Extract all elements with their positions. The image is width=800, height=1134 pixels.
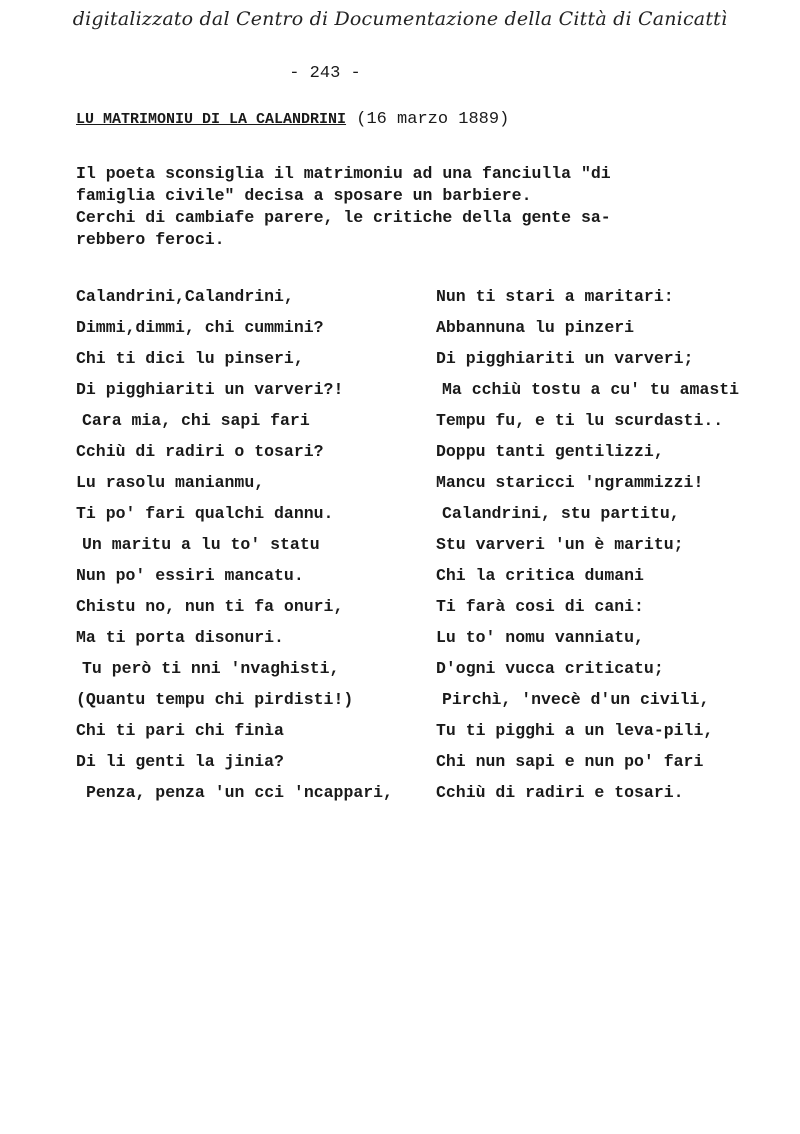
- verse-line: Nun ti stari a maritari:: [436, 287, 674, 306]
- verse-line: Dimmi,dimmi, chi cummini?: [76, 318, 324, 337]
- verse-line: Lu to' nomu vanniatu,: [436, 628, 644, 647]
- verses-right-column: [436, 286, 739, 813]
- page-number: - 243 -: [289, 64, 361, 83]
- verse-line: Doppu tanti gentilizzi,: [436, 442, 664, 461]
- verse-line: Tempu fu, e ti lu scurdasti..: [436, 411, 724, 430]
- intro-line: rebbero feroci.: [76, 230, 225, 249]
- verse-line: Abbannuna lu pinzeri: [436, 318, 635, 337]
- verse-line: Cchiù di radiri e tosari.: [436, 783, 684, 802]
- verse-line: Un maritu a lu to' statu: [82, 535, 320, 554]
- verse-line: Tu ti pigghi a un leva-pili,: [436, 721, 714, 740]
- verse-line: Tu però ti nni 'nvaghisti,: [82, 659, 340, 678]
- poem-title-text: LU MATRIMONIU DI LA CALANDRINI: [76, 111, 347, 128]
- verse-line: Ma ti porta disonuri.: [76, 628, 284, 647]
- verse-line: Stu varveri 'un è maritu;: [436, 535, 684, 554]
- verse-line: Nun po' essiri mancatu.: [76, 566, 304, 585]
- verse-line: Ti farà cosi di cani:: [436, 597, 644, 616]
- verse-line: Di li genti la jinia?: [76, 752, 284, 771]
- verse-line: Chi nun sapi e nun po' fari: [436, 752, 704, 771]
- verse-line: Penza, penza 'un cci 'ncappari,: [86, 783, 393, 802]
- verse-line: Di pigghiariti un varveri;: [436, 349, 694, 368]
- intro-line: Cerchi di cambiafe parere, le critiche della gente sa-: [76, 208, 611, 227]
- verse-line: Calandrini,Calandrini,: [76, 287, 294, 306]
- verse-line: (Quantu tempu chi pirdisti!): [76, 690, 354, 709]
- verse-line: Mancu staricci 'ngrammizzi!: [436, 473, 704, 492]
- verse-line: Lu rasolu manianmu,: [76, 473, 265, 492]
- verses-left-column: [76, 286, 393, 813]
- verse-line: Cara mia, chi sapi fari: [82, 411, 310, 430]
- verse-line: Ti po' fari qualchi dannu.: [76, 504, 334, 523]
- intro-line: Il poeta sconsiglia il matrimoniu ad una fanciulla "di: [76, 164, 611, 183]
- intro-line: famiglia civile" decisa a sposare un barbiere.: [76, 186, 532, 205]
- digitization-watermark: digitalizzato dal Centro di Documentazione della Città di Canicattì: [72, 8, 728, 30]
- verse-line: Chi la critica dumani: [436, 566, 644, 585]
- intro-paragraph: [76, 163, 716, 251]
- poem-date: (16 marzo 1889): [356, 110, 510, 129]
- verse-line: Chistu no, nun ti fa onuri,: [76, 597, 344, 616]
- verse-line: Chi ti dici lu pinseri,: [76, 349, 304, 368]
- verse-line: Cchiù di radiri o tosari?: [76, 442, 324, 461]
- verse-line: Chi ti pari chi finìa: [76, 721, 284, 740]
- verse-line: Di pigghiariti un varveri?!: [76, 380, 344, 399]
- verse-line: Calandrini, stu partitu,: [442, 504, 680, 523]
- verse-line: D'ogni vucca criticatu;: [436, 659, 664, 678]
- poem-title: [76, 110, 509, 129]
- verse-line: Pirchì, 'nvecè d'un civili,: [442, 690, 710, 709]
- verse-line: Ma cchiù tostu a cu' tu amasti: [442, 380, 740, 399]
